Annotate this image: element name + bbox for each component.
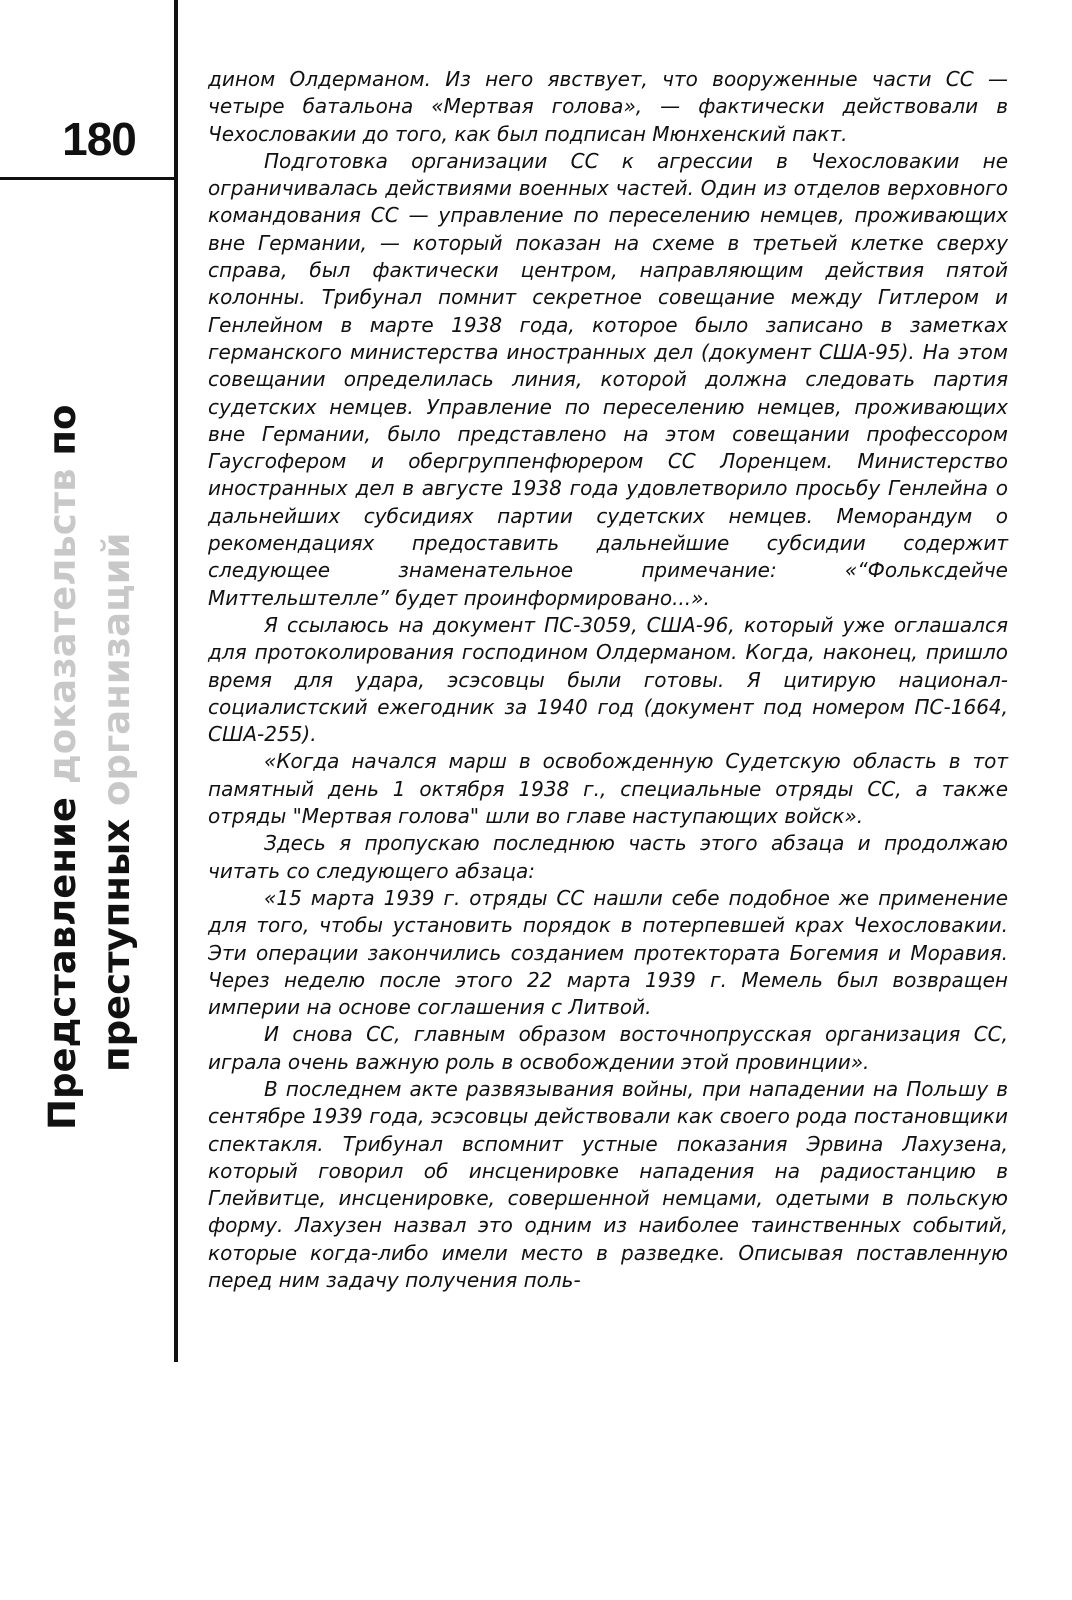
paragraph: В последнем акте развязывания войны, при нападении на Польшу в сентябре 1939 года, эсэсовцы действовали как своего рода постановщики спектакля. Трибунал вспомнит устные показания Эрвина Лахузена, который говорил об инсценировке нападения на радиостанцию в Глейвитце, инсценировке, совершенной немцами, одетыми в польскую форму. Лахузен назвал это одним из наиболее таинственных событий, которые когда-либо имели место в разведке. Описывая поставленную перед ним задачу получения поль- [208,1076,1008,1293]
paragraph: Я ссылаюсь на документ ПС-3059, США-96, который уже оглашался для протоколирования господином Олдерманом. Когда, наконец, пришло время для удара, эсэсовцы были готовы. Я цитирую национал-социалистский ежегодник за 1940 год (документ под номером ПС-1664, США-255). [208,612,1008,747]
paragraph: дином Олдерманом. Из него явствует, что вооруженные части СС — четыре батальона «Мертвая голова», — фактически действовали в Чехословакии до того, как был подписан Мюнхенский пакт. [208,67,1008,146]
section-title-word-end: по [41,404,84,456]
section-title-word-faded-2: организаций [95,532,138,807]
page-number: 180 [62,113,136,165]
quote-paragraph: «Когда начался марш в освобожденную Судетскую область в тот памятный день 1 октября 1938 г., специальные отряды СС, а также отряды "Мертвая голова" шли во главе наступающих войск». [208,749,1008,829]
vertical-rule [174,0,178,1362]
body-text [208,66,1008,1294]
section-title-word-dark: Представление [41,797,84,1130]
quote-paragraph: И снова СС, главным образом восточнопрусская организация СС, играла очень важную роль в освобождении этой провинции». [208,1022,1008,1074]
horizontal-rule [0,177,178,180]
section-title-word-dark-2: преступных [95,818,138,1072]
section-title-word-faded: доказательств [41,468,84,785]
section-title-line-2 [90,190,144,1130]
running-section-title [36,190,156,1130]
paragraph: Здесь я пропускаю последнюю часть этого абзаца и продолжаю читать со следующего абзаца: [208,831,1008,883]
paragraph: Подготовка организации СС к агрессии в Чехословакии не ограничивалась действиями военных частей. Один из отделов верховного командования СС — управление по переселению немцев, проживающих вне Германии, — который показан на схеме в третьей клетке сверху справа, был фактически центром, направляющим действия пятой колонны. Трибунал помнит секретное совещание между Гитлером и Генлейном в марте 1938 года, которое было записано в заметках германского министерства иностранных дел (документ США-95). На этом совещании определилась линия, которой должна следовать партия судетских немцев. Управление по переселению немцев, проживающих вне Германии, было представлено на этом совещании профессором Гаусгофером и обергруппенфюрером СС Лоренцем. Министерство иностранных дел в августе 1938 года удовлетворило просьбу Генлейна о дальнейших субсидиях партии судетских немцев. Меморандум о рекомендациях предоставить дальнейшие субсидии содержит следующее знаменательное примечание: «“Фольксдейче Миттельштелле” будет проинформировано...». [208,148,1008,610]
section-title-line-1 [36,190,90,1130]
quote-paragraph: «15 марта 1939 г. отряды СС нашли себе подобное же применение для того, чтобы установить порядок в потерпевшей крах Чехословакии. Эти операции закончились созданием протектората Богемия и Моравия. Через неделю после этого 22 марта 1939 г. Мемель был возвращен империи на основе соглашения с Литвой. [208,885,1008,1020]
